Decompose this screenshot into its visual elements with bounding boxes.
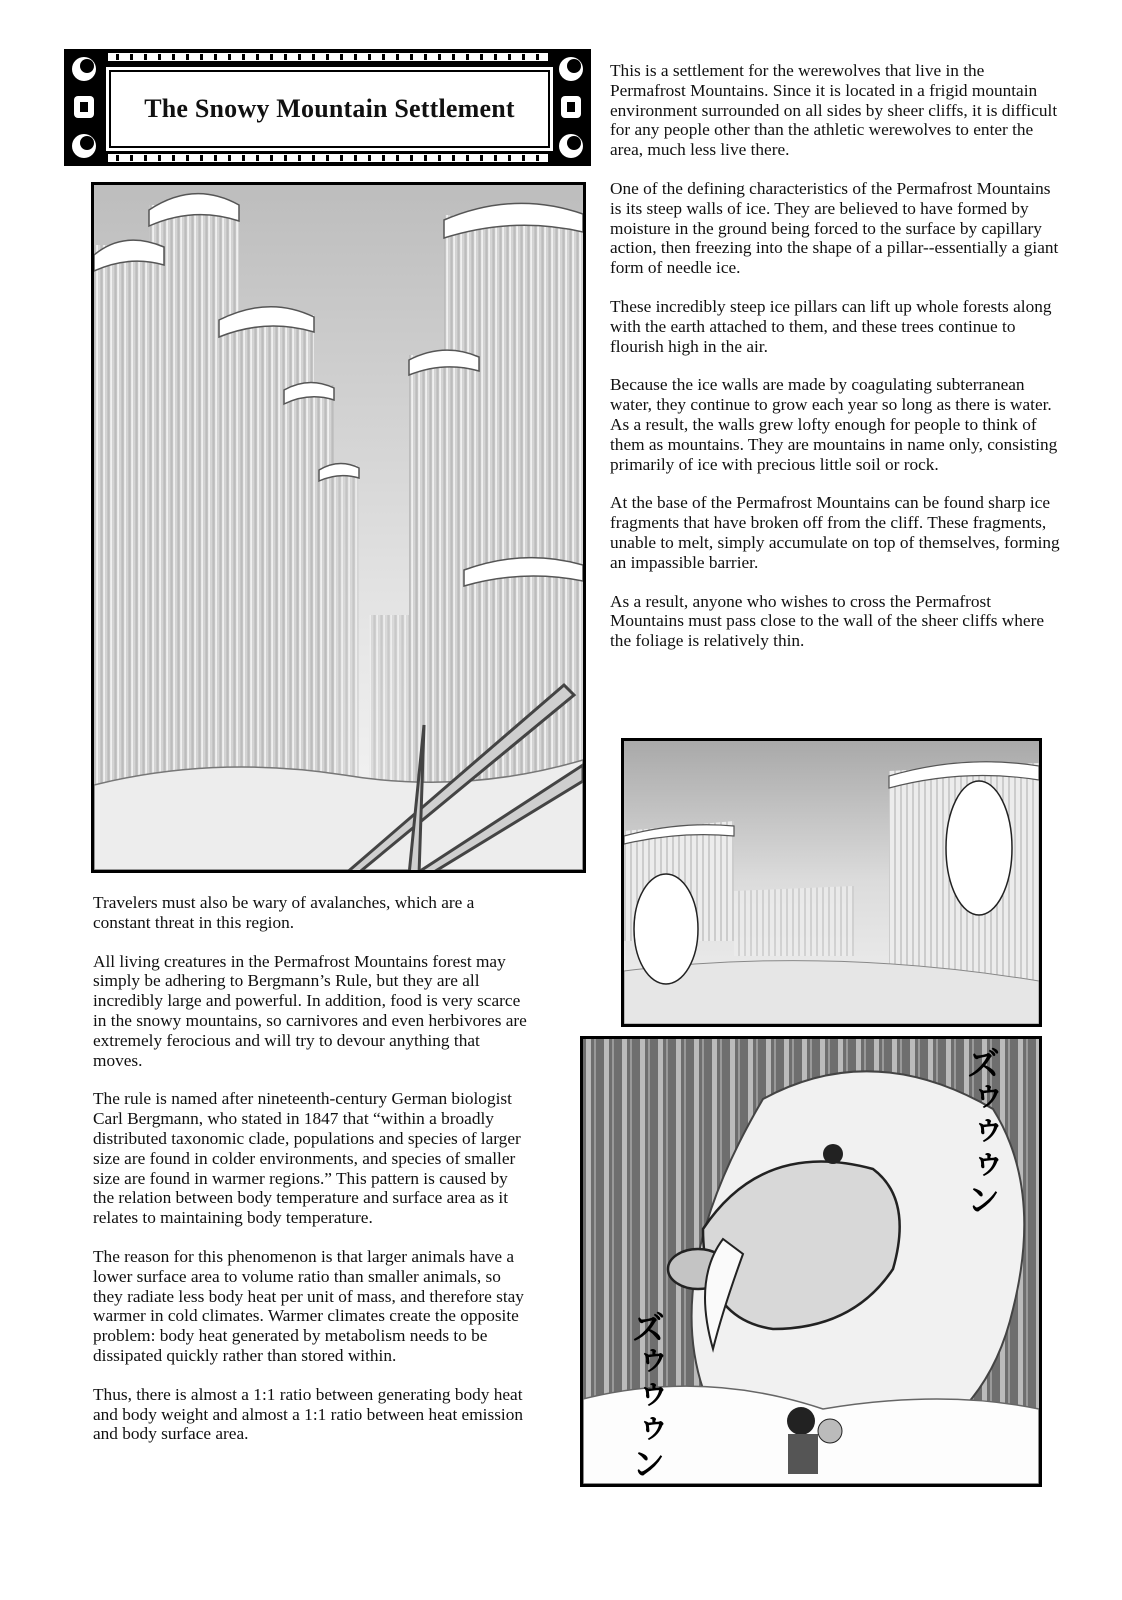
page-title: The Snowy Mountain Settlement — [144, 94, 515, 123]
paragraph: Thus, there is almost a 1:1 ratio between generating body heat and body weight and almost a 1:1 ratio between heat emission and body surface area. — [93, 1384, 524, 1444]
ice-pillars-illustration — [91, 182, 586, 873]
paragraph: At the base of the Permafrost Mountains can be found sharp ice fragments that have broken off from the cliff. These fragments, unable to melt, simply accumulate on top of themselves, forming an impassible barrier. — [610, 493, 1060, 572]
left-column-text — [93, 893, 533, 1463]
sfx-rumble-bottom: ズゥゥゥン — [625, 1310, 665, 1480]
paragraph: The reason for this phenomenon is that larger animals have a lower surface area to volume ratio than smaller animals, so they radiate less body heat per unit of mass, and therefore stay warmer in cold climates. Warmer climates create the opposite problem: body heat generated by metabolism needs to be dissipated quickly rather than stored within. — [93, 1246, 524, 1365]
right-column-text — [610, 61, 1060, 670]
paragraph: One of the defining characteristics of the Permafrost Mountains is its steep walls of ice. They are believed to have formed by moisture in the ground being forced to the surface by capillary action, then freezing into the shape of a pillar--essentially a giant form of needle ice. — [610, 178, 1059, 278]
paragraph: Travelers must also be wary of avalanches, which are a constant threat in this region. — [93, 893, 475, 932]
cliff-panel — [621, 738, 1042, 1027]
sfx-rumble-top: ズゥゥゥン — [960, 1046, 1000, 1216]
paragraph: As a result, anyone who wishes to cross the Permafrost Mountains must pass close to the wall of the sheer cliffs where the foliage is relatively thin. — [610, 591, 1045, 651]
paragraph: These incredibly steep ice pillars can lift up whole forests along with the earth attached to them, and these trees continue to flourish high in the air. — [610, 296, 1052, 356]
title-banner — [64, 49, 591, 166]
paragraph: Because the ice walls are made by coagulating subterranean water, they continue to grow each year so long as there is water. As a result, the walls grew lofty enough for people to think of them as mountains. They are mountains in name only, consisting primarily of ice with precious little soil or rock. — [610, 375, 1058, 474]
paragraph: All living creatures in the Permafrost Mountains forest may simply be adhering to Bergmann’s Rule, but they are all incredibly large and powerful. In addition, food is very scarce in the snowy mountains, so carnivores and even herbivores are extremely ferocious and will try to devour anything that moves. — [93, 951, 527, 1070]
paragraph: The rule is named after nineteenth-century German biologist Carl Bergmann, who stated in 1847 that “within a broadly distributed taxonomic clade, populations and species of larger size are found in colder environments, and species of smaller size are found in warmer regions.” This pattern is caused by the relation between body temperature and surface area as it relates to maintaining body temperature. — [93, 1089, 521, 1228]
title-box — [104, 65, 555, 153]
paragraph: This is a settlement for the werewolves that live in the Permafrost Mountains. Since it is located in a frigid mountain environment surrounded on all sides by sheer cliffs, it is difficult for any people other than the athletic werewolves to enter the area, much less live there. — [610, 61, 1058, 160]
